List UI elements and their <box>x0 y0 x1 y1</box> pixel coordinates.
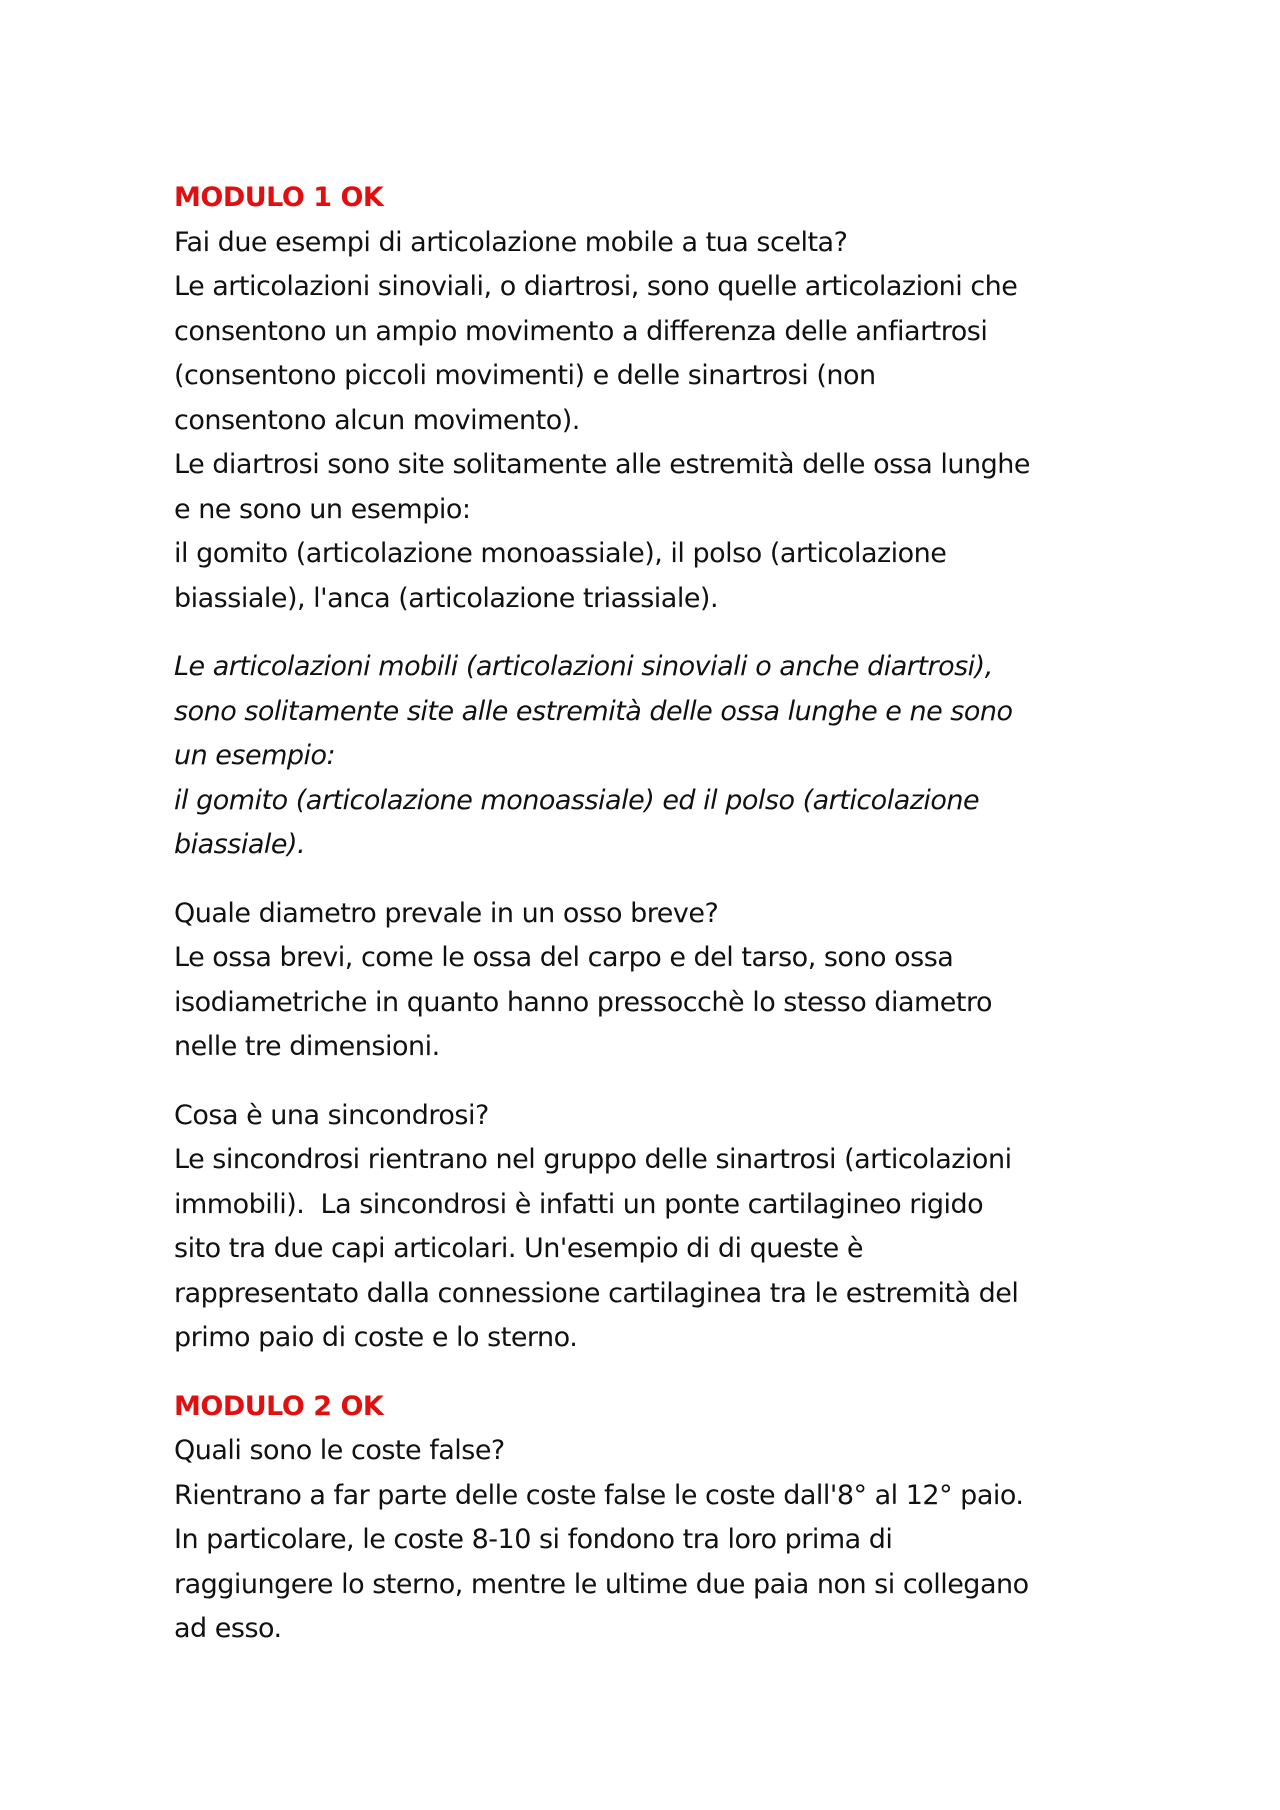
question-sincondrosi: Cosa è una sincondrosi? <box>174 1099 489 1131</box>
module-2-heading: MODULO 2 OK <box>174 1390 384 1422</box>
italic-answer-line: il gomito (articolazione monoassiale) ed il polso (articolazione <box>174 784 980 816</box>
answer-line: e ne sono un esempio: <box>174 493 471 525</box>
answer-line: isodiametriche in quanto hanno pressocchè lo stesso diametro <box>174 986 993 1018</box>
answer-line: nelle tre dimensioni. <box>174 1031 440 1062</box>
answer-line: primo paio di coste e lo sterno. <box>174 1322 578 1353</box>
paragraph-spacer <box>174 868 1094 892</box>
italic-answer-line: biassiale). <box>174 829 306 860</box>
paragraph-spacer <box>174 1070 1094 1094</box>
italic-answer-line: Le articolazioni mobili (articolazioni sinoviali o anche diartrosi), <box>174 651 993 682</box>
document-body <box>174 176 1094 1652</box>
answer-line: rappresentato dalla connessione cartilaginea tra le estremità del <box>174 1277 1019 1309</box>
italic-answer-line: un esempio: <box>174 740 336 771</box>
answer-line: consentono un ampio movimento a differenza delle anfiartrosi <box>174 315 988 347</box>
question-articolazione-mobile: Fai due esempi di articolazione mobile a tua scelta? <box>174 226 848 258</box>
paragraph-spacer <box>174 621 1094 645</box>
answer-line: Le diartrosi sono site solitamente alle estremità delle ossa lunghe <box>174 449 1030 480</box>
module-1-heading: MODULO 1 OK <box>174 182 384 213</box>
answer-line: raggiungere lo sterno, mentre le ultime due paia non si collegano <box>174 1568 1029 1600</box>
answer-line: In particolare, le coste 8-10 si fondono tra loro prima di <box>174 1524 893 1555</box>
answer-line: biassiale), l'anca (articolazione triassiale). <box>174 582 719 614</box>
answer-line: sito tra due capi articolari. Un'esempio di di queste è <box>174 1233 863 1264</box>
answer-line: Le sincondrosi rientrano nel gruppo delle sinartrosi (articolazioni <box>174 1144 1012 1175</box>
paragraph-spacer <box>174 1361 1094 1385</box>
answer-line: consentono alcun movimento). <box>174 404 580 436</box>
answer-line: immobili). La sincondrosi è infatti un ponte cartilagineo rigido <box>174 1188 984 1220</box>
question-coste-false: Quali sono le coste false? <box>174 1435 505 1466</box>
answer-line: il gomito (articolazione monoassiale), il polso (articolazione <box>174 538 947 569</box>
italic-answer-line: sono solitamente site alle estremità delle ossa lunghe e ne sono <box>174 695 1013 727</box>
answer-line: Le ossa brevi, come le ossa del carpo e del tarso, sono ossa <box>174 942 954 973</box>
answer-line: Le articolazioni sinoviali, o diartrosi, sono quelle articolazioni che <box>174 271 1018 302</box>
question-osso-breve: Quale diametro prevale in un osso breve? <box>174 897 719 929</box>
answer-line: (consentono piccoli movimenti) e delle sinartrosi (non <box>174 360 876 391</box>
answer-line: ad esso. <box>174 1613 282 1644</box>
answer-line: Rientrano a far parte delle coste false le coste dall'8° al 12° paio. <box>174 1479 1024 1511</box>
